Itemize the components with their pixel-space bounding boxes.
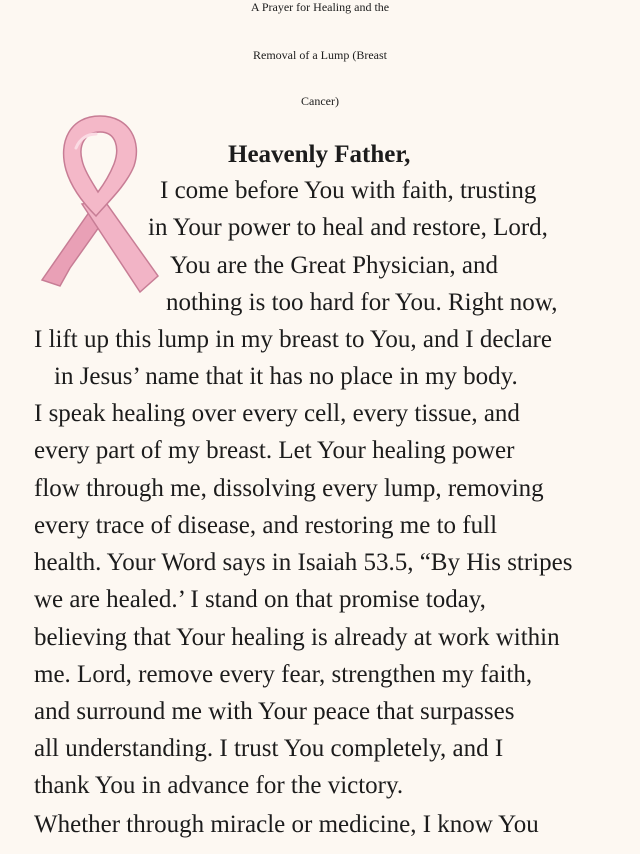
- prayer-line: believing that Your healing is already at work within: [34, 624, 560, 651]
- title-line-2: Removal of a Lump (Breast: [253, 48, 387, 62]
- title-line-3: Cancer): [301, 94, 339, 108]
- prayer-line: Whether through miracle or medicine, I know You: [34, 811, 539, 838]
- prayer-line: in Your power to heal and restore, Lord,: [148, 214, 548, 241]
- prayer-line: flow through me, dissolving every lump, removing: [34, 475, 544, 502]
- prayer-line: in Jesus’ name that it has no place in my body.: [54, 363, 518, 390]
- prayer-line: I lift up this lump in my breast to You, and I declare: [34, 326, 552, 353]
- prayer-line: every part of my breast. Let Your healing power: [34, 437, 515, 464]
- greeting: Heavenly Father,: [228, 141, 411, 168]
- pink-ribbon-icon: [30, 108, 170, 298]
- prayer-line: all understanding. I trust You completely, and I: [34, 735, 504, 762]
- prayer-line: and surround me with Your peace that surpasses: [34, 698, 515, 725]
- prayer-line: me. Lord, remove every fear, strengthen my faith,: [34, 661, 533, 688]
- prayer-line: I speak healing over every cell, every tissue, and: [34, 400, 520, 427]
- prayer-line: nothing is too hard for You. Right now,: [166, 289, 558, 316]
- prayer-line: thank You in advance for the victory.: [34, 772, 404, 799]
- prayer-line: every trace of disease, and restoring me to full: [34, 512, 498, 539]
- prayer-line: I come before You with faith, trusting: [160, 177, 537, 204]
- prayer-line: health. Your Word says in Isaiah 53.5, “By His stripes: [34, 549, 573, 576]
- prayer-line: we are healed.’ I stand on that promise today,: [34, 586, 486, 613]
- title-line-1: A Prayer for Healing and the: [250, 0, 390, 14]
- prayer-line: You are the Great Physician, and: [170, 252, 498, 279]
